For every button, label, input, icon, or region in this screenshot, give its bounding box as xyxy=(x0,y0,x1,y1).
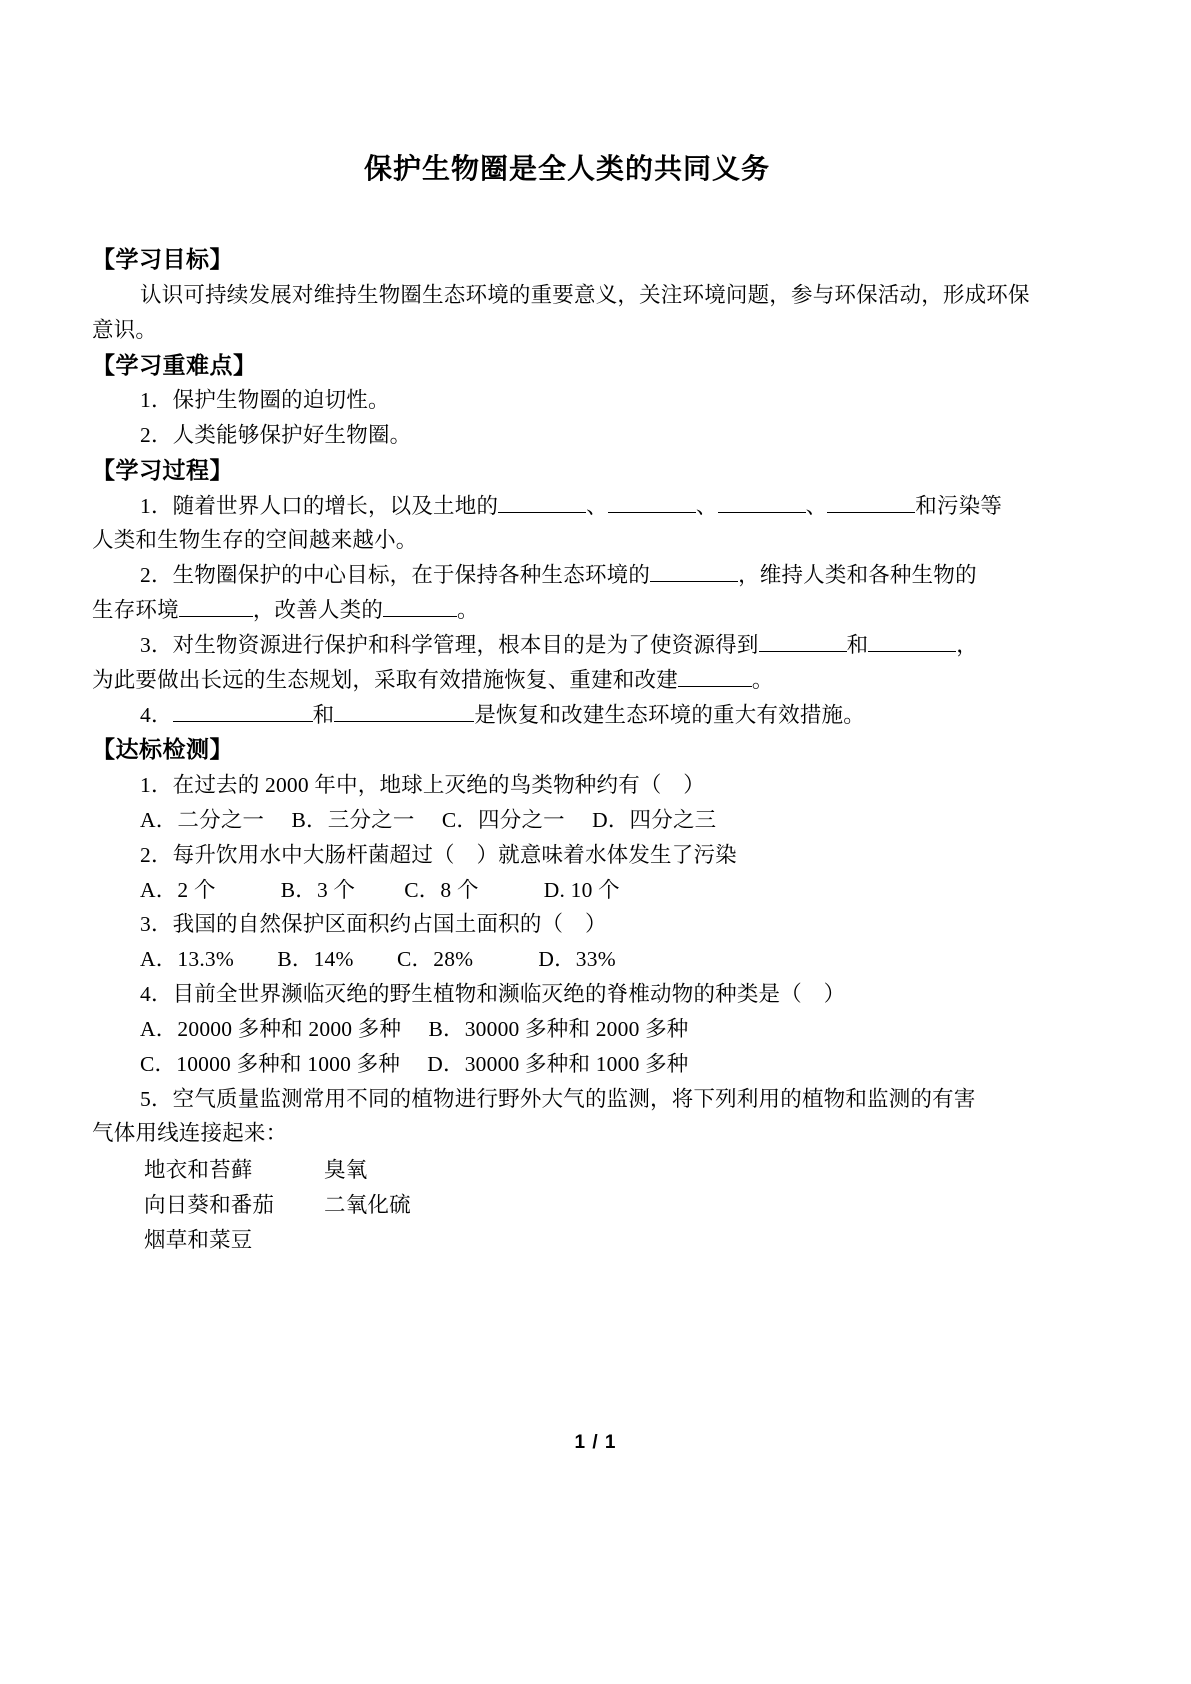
section-heading-key-points: 【学习重难点】 xyxy=(92,352,257,378)
fill-blank[interactable] xyxy=(718,512,806,513)
matching-left-item[interactable]: 向日葵和番茄 xyxy=(144,1193,275,1217)
process-item-2 xyxy=(92,558,1042,593)
question-5-stem-line2: 气体用线连接起来： xyxy=(92,1121,288,1146)
fill-blank[interactable] xyxy=(678,686,752,687)
process-item-4-lead: 4． xyxy=(140,702,173,727)
process-item-3-mid: 和 xyxy=(846,632,869,657)
page-title: 保护生物圈是全人类的共同义务 xyxy=(363,154,770,185)
question-2-options[interactable]: A．2 个 B．3 个 C．8 个 D. 10 个 xyxy=(140,877,620,902)
question-3-stem: 3．我国的自然保护区面积约占国土面积的（ ） xyxy=(140,912,607,937)
key-point-item: 1．保护生物圈的迫切性。 xyxy=(140,388,390,413)
process-item-1-lead: 1．随着世界人口的增长，以及土地的 xyxy=(140,493,499,518)
key-point-item: 2．人类能够保护好生物圈。 xyxy=(140,423,412,448)
process-item-3-line2-a: 为此要做出长远的生态规划，采取有效措施恢复、重建和改建 xyxy=(92,667,678,692)
separator: 、 xyxy=(586,493,608,518)
process-item-1 xyxy=(92,489,1042,524)
matching-row[interactable] xyxy=(144,1223,1042,1258)
matching-right-item[interactable]: 二氧化硫 xyxy=(324,1193,411,1217)
fill-blank[interactable] xyxy=(383,616,457,617)
separator: 、 xyxy=(805,493,828,518)
question-4-stem: 4．目前全世界濒临灭绝的野生植物和濒临灭绝的脊椎动物的种类是（ ） xyxy=(140,982,846,1007)
process-item-3-tail: ， xyxy=(956,632,978,657)
process-item-2-lead: 2．生物圈保护的中心目标，在于保持各种生态环境的 xyxy=(140,563,651,588)
process-item-3 xyxy=(92,628,1042,663)
matching-left-item[interactable]: 烟草和菜豆 xyxy=(144,1227,253,1252)
process-item-4-tail: 是恢复和改建生态环境的重大有效措施。 xyxy=(474,702,865,727)
section-heading-assessment: 【达标检测】 xyxy=(92,737,233,763)
fill-blank[interactable] xyxy=(498,512,586,513)
section-heading-process: 【学习过程】 xyxy=(92,457,233,483)
matching-row[interactable] xyxy=(144,1188,1042,1223)
fill-blank[interactable] xyxy=(179,616,253,617)
question-3-options[interactable]: A．13.3% B．14% C．28% D．33% xyxy=(140,947,616,972)
process-item-2-line2-c: 。 xyxy=(457,598,479,623)
matching-exercise xyxy=(92,1153,1042,1257)
separator: 、 xyxy=(695,493,718,518)
process-item-2-line2 xyxy=(92,593,1042,628)
question-4-options-ab[interactable]: A．20000 多种和 2000 多种 B．30000 多种和 2000 多种 xyxy=(140,1016,689,1041)
objectives-paragraph: 认识可持续发展对维持生物圈生态环境的重要意义，关注环境问题，参与环保活动，形成环保意识。 xyxy=(92,283,1030,342)
question-4-options-cd[interactable]: C．10000 多种和 1000 多种 D．30000 多种和 1000 多种 xyxy=(140,1051,689,1076)
matching-row[interactable] xyxy=(144,1153,1042,1188)
question-5-stem-line1: 5．空气质量监测常用不同的植物进行野外大气的监测，将下列利用的植物和监测的有害 xyxy=(140,1086,976,1111)
fill-blank[interactable] xyxy=(608,512,696,513)
fill-blank[interactable] xyxy=(173,721,313,722)
page-footer: 1 / 1 xyxy=(574,1432,617,1453)
process-item-4-mid: 和 xyxy=(312,702,335,727)
fill-blank[interactable] xyxy=(759,651,847,652)
fill-blank[interactable] xyxy=(650,581,738,582)
process-item-2-mid: ，维持人类和各种生物的 xyxy=(738,563,977,588)
question-1-stem: 1．在过去的 2000 年中，地球上灭绝的鸟类物种约有（ ） xyxy=(140,773,706,798)
process-item-3-line2 xyxy=(92,663,1042,698)
process-item-3-line2-b: 。 xyxy=(751,667,774,692)
section-heading-objectives: 【学习目标】 xyxy=(92,247,233,273)
matching-right-item[interactable]: 臭氧 xyxy=(324,1158,368,1183)
question-2-stem: 2．每升饮用水中大肠杆菌超过（ ）就意味着水体发生了污染 xyxy=(140,842,737,867)
process-item-2-line2-b: ，改善人类的 xyxy=(252,598,384,623)
fill-blank[interactable] xyxy=(868,651,956,652)
process-item-4 xyxy=(92,698,1042,733)
process-item-1-line2: 人类和生物生存的空间越来越小。 xyxy=(92,528,418,553)
matching-left-item[interactable]: 地衣和苔藓 xyxy=(144,1158,253,1183)
question-1-options[interactable]: A．二分之一 B．三分之一 C．四分之一 D．四分之三 xyxy=(140,807,717,832)
process-item-2-line2-a: 生存环境 xyxy=(92,598,179,623)
process-item-1-tail: 和污染等 xyxy=(915,493,1003,518)
document-content xyxy=(92,0,1042,1258)
fill-blank[interactable] xyxy=(334,721,474,722)
fill-blank[interactable] xyxy=(827,512,915,513)
process-item-3-lead: 3．对生物资源进行保护和科学管理，根本目的是为了使资源得到 xyxy=(140,632,759,657)
